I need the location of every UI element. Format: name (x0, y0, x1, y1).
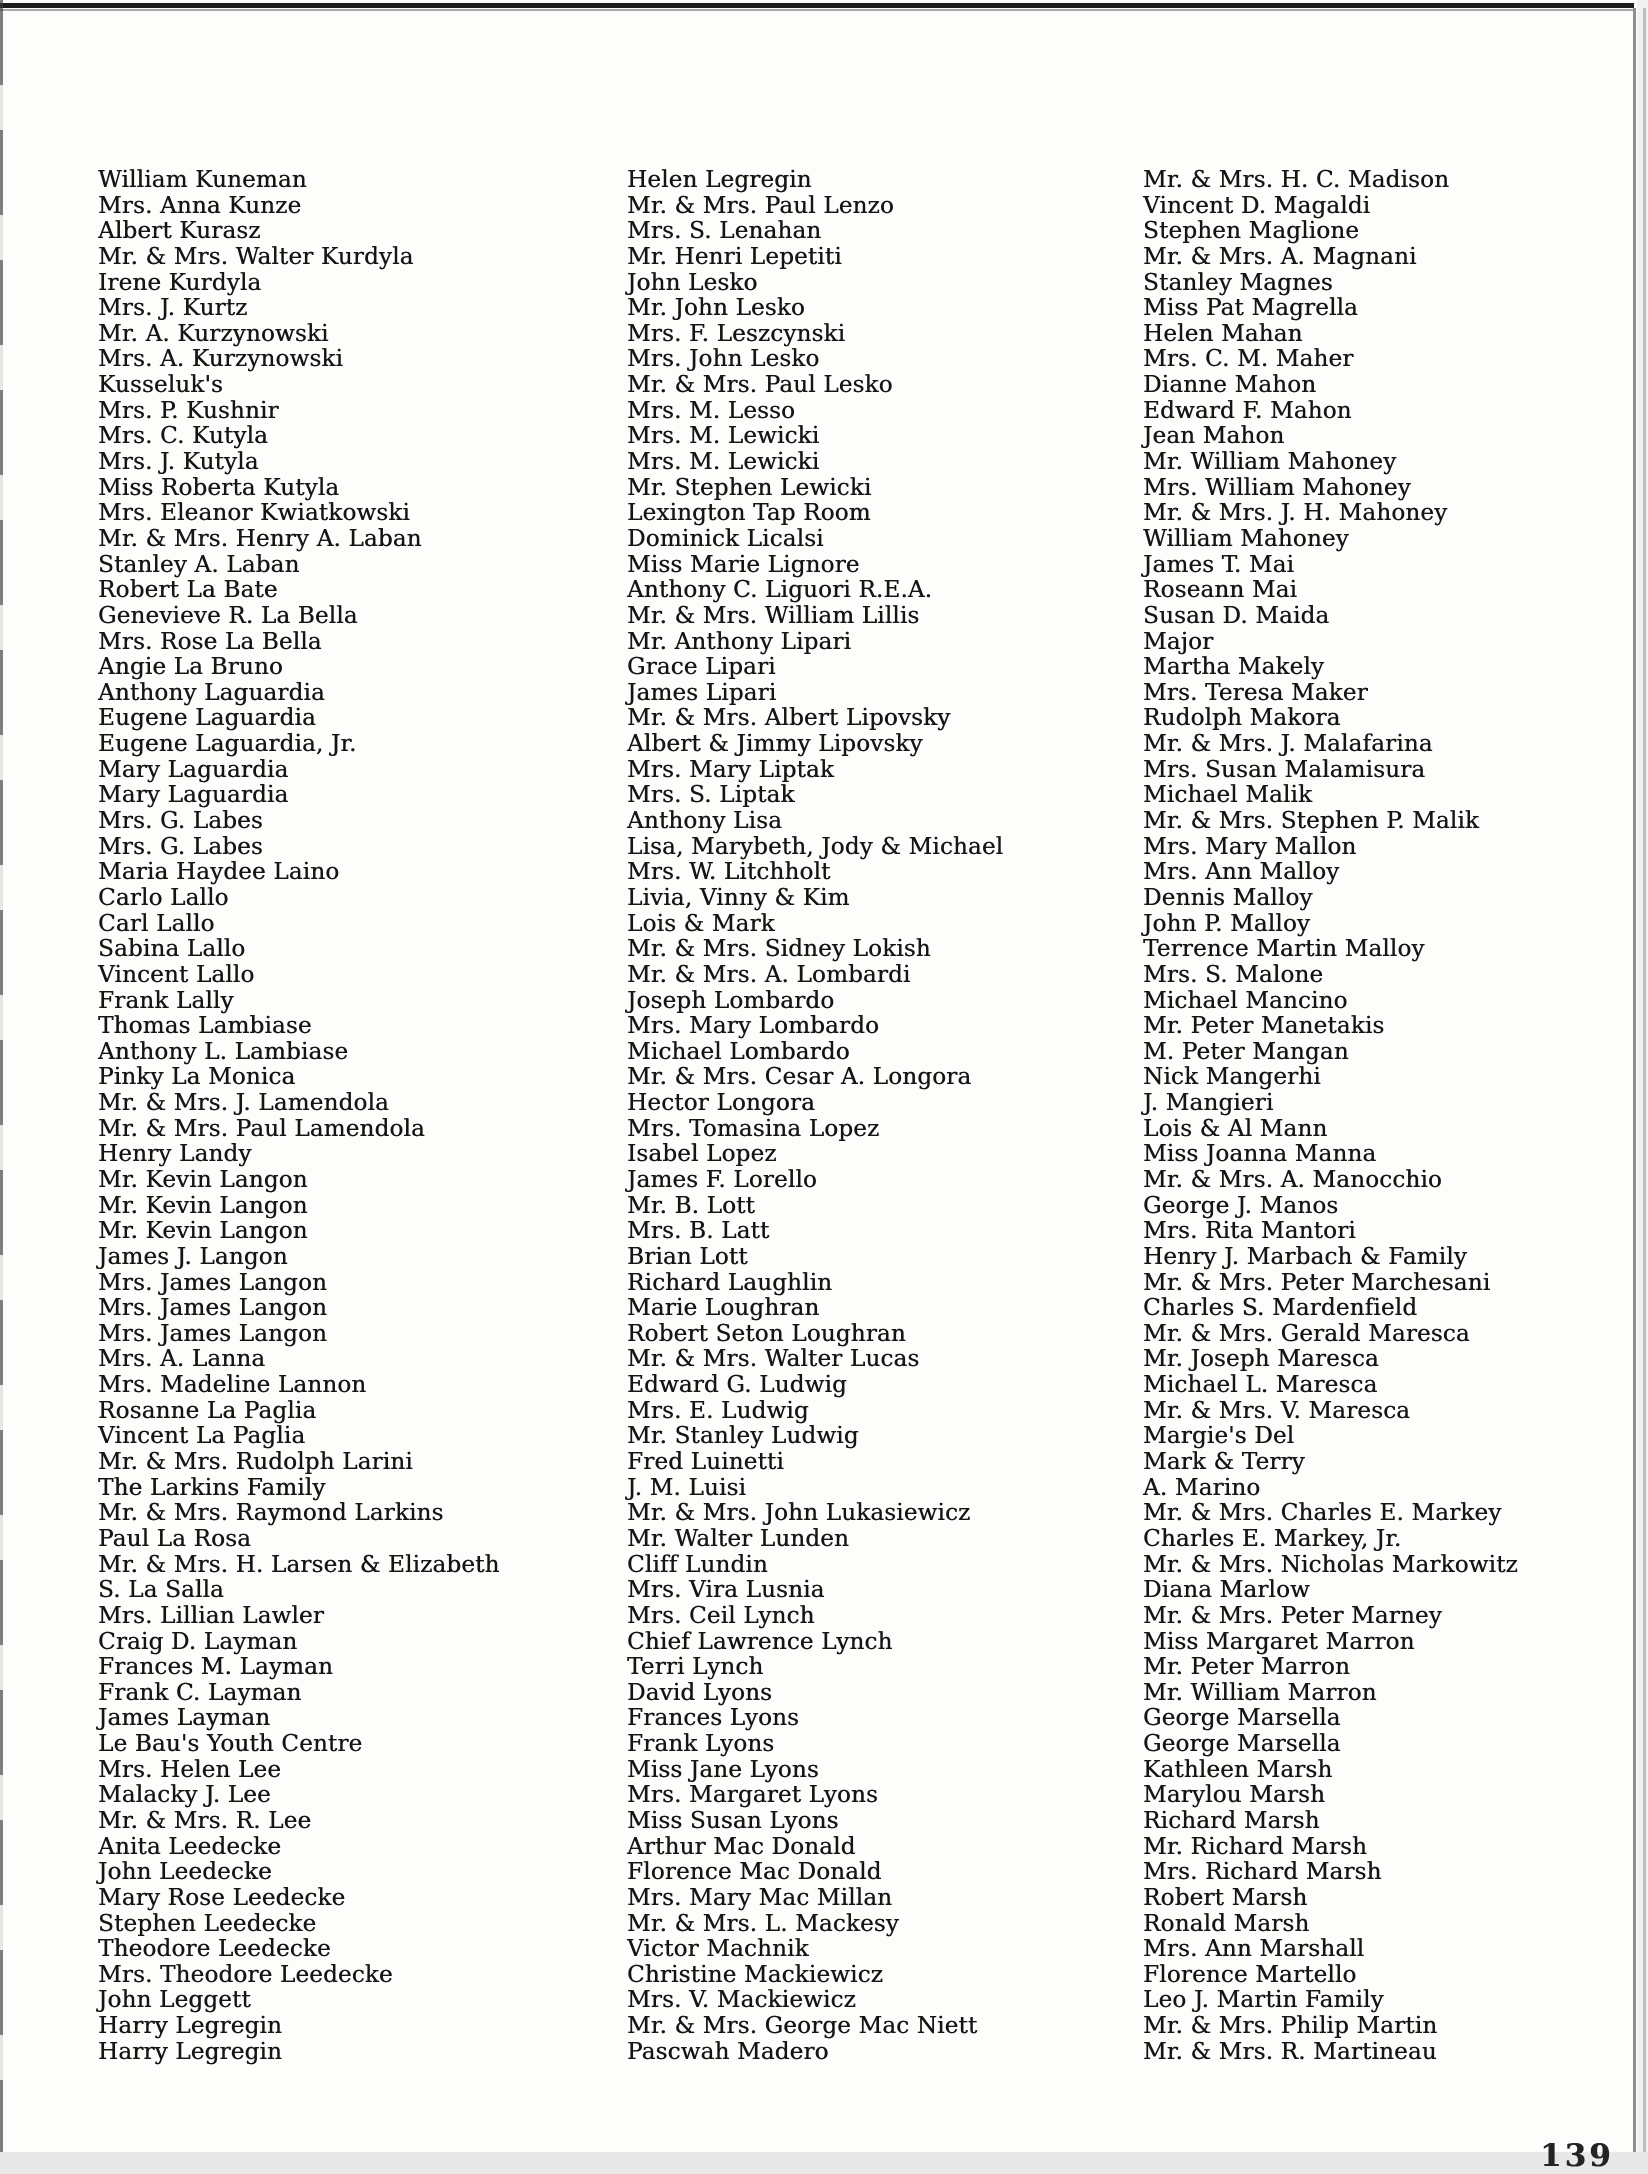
patron-name: William Kuneman (98, 167, 307, 193)
patron-name: Fred Luinetti (627, 1449, 784, 1476)
patron-name: Mr. & Mrs. Paul Lesko (627, 372, 893, 399)
patron-name: Irene Kurdyla (98, 269, 262, 296)
patron-name: Lexington Tap Room (627, 500, 871, 527)
patron-name: Mrs. Tomasina Lopez (627, 1115, 880, 1142)
patron-name: Helen Legregin (627, 167, 812, 193)
patron-name: Pascwah Madero (627, 2038, 829, 2065)
patron-name: Mrs. M. Lewicki (627, 423, 820, 450)
patron-name: Mr. & Mrs. H. Larsen & Elizabeth (98, 1551, 500, 1578)
patron-name: Henry Landy (98, 1141, 252, 1168)
patron-name: Mary Laguardia (98, 756, 289, 783)
patron-name: Miss Roberta Kutyla (98, 474, 340, 501)
patron-name: Mrs. Ceil Lynch (627, 1602, 815, 1629)
patron-name: Mrs. James Langon (98, 1320, 328, 1347)
patron-name: Mr. & Mrs. H. C. Madison (1143, 167, 1450, 193)
patron-name: Mrs. Richard Marsh (1143, 1859, 1382, 1886)
patron-name: Mark & Terry (1143, 1449, 1305, 1476)
patron-name: Le Bau's Youth Centre (98, 1731, 363, 1758)
patron-name: Mrs. W. Litchholt (627, 859, 831, 886)
patron-name: Mr. Kevin Langon (98, 1218, 308, 1245)
patron-name: Mrs. Teresa Maker (1143, 679, 1368, 706)
patron-name: Mrs. James Langon (98, 1295, 328, 1322)
patron-name: Mr. Walter Lunden (627, 1525, 849, 1552)
patron-name: Albert Kurasz (98, 218, 261, 245)
patron-name: Mrs. Madeline Lannon (98, 1372, 367, 1399)
patron-name: Michael Mancino (1143, 987, 1348, 1014)
top-border-rule-shadow (0, 9, 1634, 11)
patron-name: Anthony Laguardia (98, 679, 325, 706)
patron-name: Helen Mahan (1143, 320, 1303, 347)
patron-name: Mrs. B. Latt (627, 1218, 770, 1245)
patron-name: Miss Marie Lignore (627, 551, 860, 578)
patron-name: Terrence Martin Malloy (1143, 936, 1425, 963)
right-page-edge-line-outer (1643, 8, 1646, 2152)
patron-name: A. Marino (1143, 1474, 1261, 1501)
patron-name: Theodore Leedecke (98, 1936, 331, 1963)
patron-name: Lois & Al Mann (1143, 1115, 1328, 1142)
patron-name: Marie Loughran (627, 1295, 820, 1322)
patron-name: James F. Lorello (627, 1166, 817, 1193)
patron-name: Mr. & Mrs. Peter Marney (1143, 1602, 1442, 1629)
patron-name: S. La Salla (98, 1577, 224, 1604)
patron-name: Richard Laughlin (627, 1269, 833, 1296)
patron-name: Miss Jane Lyons (627, 1756, 819, 1783)
patron-name: Mrs. F. Leszcynski (627, 320, 846, 347)
patron-name: Dominick Licalsi (627, 525, 824, 552)
patron-name: Paul La Rosa (98, 1525, 252, 1552)
patron-name: Mr. William Marron (1143, 1679, 1377, 1706)
patron-name: Mrs. James Langon (98, 1269, 328, 1296)
patron-name: Mr. & Mrs. Henry A. Laban (98, 525, 422, 552)
patron-name: Mr. Joseph Maresca (1143, 1346, 1379, 1373)
patron-name: William Mahoney (1143, 525, 1349, 552)
patron-name: Isabel Lopez (627, 1141, 777, 1168)
patron-name: Mr. & Mrs. Gerald Maresca (1143, 1320, 1470, 1347)
patron-name: Mr. & Mrs. Rudolph Larini (98, 1449, 413, 1476)
patron-name: Mr. & Mrs. George Mac Niett (627, 2013, 978, 2040)
patron-name: Mrs. A. Kurzynowski (98, 346, 344, 373)
patron-name: Mr. Peter Manetakis (1143, 1013, 1385, 1040)
patron-name: Edward F. Mahon (1143, 397, 1352, 424)
patron-name: Mr. & Mrs. J. H. Mahoney (1143, 500, 1448, 527)
patron-name: Carlo Lallo (98, 884, 229, 911)
patron-name: Vincent D. Magaldi (1143, 192, 1371, 219)
patron-name: Diana Marlow (1143, 1577, 1310, 1604)
patron-name: Mr. & Mrs. Walter Lucas (627, 1346, 920, 1373)
patron-name: Henry J. Marbach & Family (1143, 1243, 1467, 1270)
patron-name: Mrs. C. M. Maher (1143, 346, 1354, 373)
patron-name: Mrs. E. Ludwig (627, 1397, 809, 1424)
patron-name: Mr. & Mrs. J. Malafarina (1143, 731, 1433, 758)
patron-name: Albert & Jimmy Lipovsky (627, 731, 923, 758)
page-number: 139 (1540, 2138, 1614, 2174)
patron-name: Mr. & Mrs. L. Mackesy (627, 1910, 899, 1937)
patron-name: Mr. & Mrs. Philip Martin (1143, 2013, 1438, 2040)
patron-name: Rudolph Makora (1143, 705, 1341, 732)
patron-name: Mr. Stanley Ludwig (627, 1423, 859, 1450)
patron-name: Mrs. Ann Malloy (1143, 859, 1340, 886)
patron-name: Mr. & Mrs. Peter Marchesani (1143, 1269, 1491, 1296)
patron-name: Anthony C. Liguori R.E.A. (627, 577, 933, 604)
patron-name: Pinky La Monica (98, 1064, 296, 1091)
patron-name: Dianne Mahon (1143, 372, 1317, 399)
patron-name: John Leedecke (98, 1859, 272, 1886)
patron-name: Mrs. Eleanor Kwiatkowski (98, 500, 410, 527)
patron-name: Mrs. G. Labes (98, 833, 263, 860)
patron-name: Vincent Lallo (98, 961, 255, 988)
patron-name: Mrs. J. Kurtz (98, 295, 248, 322)
patron-name: Mrs. J. Kutyla (98, 449, 259, 476)
patron-name: Frank C. Layman (98, 1679, 302, 1706)
patron-name: Angie La Bruno (98, 654, 283, 681)
patron-name: Mrs. Mary Mac Millan (627, 1884, 893, 1911)
patron-name: Mr. & Mrs. Nicholas Markowitz (1143, 1551, 1518, 1578)
patron-name: Hector Longora (627, 1090, 815, 1117)
patron-name: Lois & Mark (627, 910, 775, 937)
patron-name: Miss Margaret Marron (1143, 1628, 1415, 1655)
patron-name: George J. Manos (1143, 1192, 1339, 1219)
patron-name: Marylou Marsh (1143, 1782, 1326, 1809)
patron-name: George Marsella (1143, 1705, 1341, 1732)
patron-name: Mr. & Mrs. A. Manocchio (1143, 1166, 1442, 1193)
patron-name: Vincent La Paglia (98, 1423, 306, 1450)
patron-name: Mr. Peter Marron (1143, 1654, 1350, 1681)
patron-name: Mrs. V. Mackiewicz (627, 1987, 856, 2014)
patron-name: Mr. Stephen Lewicki (627, 474, 872, 501)
patron-name: Mrs. Lillian Lawler (98, 1602, 324, 1629)
patron-column-3 (1143, 168, 1518, 2065)
patron-name: Malacky J. Lee (98, 1782, 271, 1809)
patron-name: Mr. Henri Lepetiti (627, 243, 842, 270)
left-scan-edge (0, 0, 3, 2152)
patron-name: Mrs. Mary Lombardo (627, 1013, 880, 1040)
patron-name: Mr. & Mrs. William Lillis (627, 602, 920, 629)
patron-name: Mrs. Margaret Lyons (627, 1782, 878, 1809)
patron-name: Eugene Laguardia, Jr. (98, 731, 357, 758)
patron-name: Charles S. Mardenfield (1143, 1295, 1418, 1322)
patron-name: Mrs. Anna Kunze (98, 192, 302, 219)
patron-name: Mrs. S. Liptak (627, 782, 795, 809)
patron-name: Mary Laguardia (98, 782, 289, 809)
patron-column-1 (98, 168, 500, 2065)
patron-name: Frank Lally (98, 987, 234, 1014)
patron-name: Susan D. Maida (1143, 602, 1330, 629)
patron-name: Arthur Mac Donald (627, 1833, 856, 1860)
patron-name: Mr. & Mrs. Charles E. Markey (1143, 1500, 1502, 1527)
patron-name: John Lesko (627, 269, 758, 296)
patron-name: Mrs. M. Lesso (627, 397, 796, 424)
patron-name: Mrs. Rose La Bella (98, 628, 322, 655)
patron-name: Lisa, Marybeth, Jody & Michael (627, 833, 1004, 860)
patron-name: Carl Lallo (98, 910, 215, 937)
patron-name: Mr. Richard Marsh (1143, 1833, 1368, 1860)
patron-name: Mr. A. Kurzynowski (98, 320, 329, 347)
patron-name: Mr. Kevin Langon (98, 1192, 308, 1219)
patron-name: Mrs. William Mahoney (1143, 474, 1411, 501)
patron-name: Mrs. S. Lenahan (627, 218, 822, 245)
patron-name: Thomas Lambiase (98, 1013, 312, 1040)
patron-name: Stephen Maglione (1143, 218, 1360, 245)
patron-name: Michael L. Maresca (1143, 1372, 1378, 1399)
patron-name: Miss Joanna Manna (1143, 1141, 1377, 1168)
patron-name: Richard Marsh (1143, 1808, 1320, 1834)
patron-name: Roseann Mai (1143, 577, 1298, 604)
patron-name: Mrs. John Lesko (627, 346, 820, 373)
patron-name: Eugene Laguardia (98, 705, 316, 732)
patron-name: Leo J. Martin Family (1143, 1987, 1384, 2014)
patron-name: Mr. & Mrs. Cesar A. Longora (627, 1064, 972, 1091)
patron-name: Margie's Del (1143, 1423, 1295, 1450)
patron-name: Charles E. Markey, Jr. (1143, 1525, 1402, 1552)
patron-name: J. M. Luisi (627, 1474, 747, 1501)
patron-name: Mr. & Mrs. Albert Lipovsky (627, 705, 951, 732)
patron-name: Mr. Anthony Lipari (627, 628, 852, 655)
patron-name: Mr. B. Lott (627, 1192, 755, 1219)
patron-name: Mr. & Mrs. Paul Lamendola (98, 1115, 425, 1142)
patron-name: Mrs. C. Kutyla (98, 423, 268, 450)
patron-name: Kathleen Marsh (1143, 1756, 1333, 1783)
patron-name: M. Peter Mangan (1143, 1038, 1349, 1065)
patron-name: J. Mangieri (1143, 1090, 1274, 1117)
right-page-edge-line-inner (1633, 8, 1636, 2152)
patron-name: Craig D. Layman (98, 1628, 298, 1655)
patron-name: Mr. & Mrs. R. Lee (98, 1808, 312, 1834)
patron-name: Mr. & Mrs. J. Lamendola (98, 1090, 389, 1117)
patron-name: Joseph Lombardo (627, 987, 835, 1014)
patron-name: Robert Seton Loughran (627, 1320, 906, 1347)
patron-name: David Lyons (627, 1679, 773, 1706)
page-number-clip (1540, 2138, 1630, 2174)
patron-name: Florence Martello (1143, 1961, 1357, 1988)
patron-name: John P. Malloy (1143, 910, 1311, 937)
patron-name: Frances Lyons (627, 1705, 800, 1732)
patron-name: Major (1143, 628, 1214, 655)
patron-name: Ronald Marsh (1143, 1910, 1310, 1937)
patron-name: James Layman (98, 1705, 271, 1732)
patron-name: Mr. & Mrs. Paul Lenzo (627, 192, 894, 219)
patron-name: Mrs. Ann Marshall (1143, 1936, 1365, 1963)
patron-name: Mrs. Susan Malamisura (1143, 756, 1426, 783)
patron-name: Frank Lyons (627, 1731, 775, 1758)
patron-name: Stephen Leedecke (98, 1910, 317, 1937)
patron-name: Harry Legregin (98, 2013, 282, 2040)
patron-name: Anthony Lisa (627, 808, 782, 835)
patron-name: Mr. & Mrs. John Lukasiewicz (627, 1500, 971, 1527)
patron-name: Mary Rose Leedecke (98, 1884, 346, 1911)
patron-name: Mrs. M. Lewicki (627, 449, 820, 476)
patron-name: Grace Lipari (627, 654, 776, 681)
patron-name: Christine Mackiewicz (627, 1961, 883, 1988)
patron-name: Mr. & Mrs. V. Maresca (1143, 1397, 1411, 1424)
patron-name: Harry Legregin (98, 2038, 282, 2065)
patron-name: Mrs. Theodore Leedecke (98, 1961, 393, 1988)
patron-name: Robert Marsh (1143, 1884, 1308, 1911)
patron-name: Mr. William Mahoney (1143, 449, 1397, 476)
patron-name: Mr. & Mrs. A. Magnani (1143, 243, 1417, 270)
patron-name: Miss Susan Lyons (627, 1808, 839, 1834)
patron-name: Michael Malik (1143, 782, 1313, 809)
patron-name: The Larkins Family (98, 1474, 326, 1501)
patron-name: Jean Mahon (1143, 423, 1285, 450)
patron-column-2 (627, 168, 1003, 2065)
patron-name: George Marsella (1143, 1731, 1341, 1758)
patron-name: Sabina Lallo (98, 936, 246, 963)
patron-name: Mrs. P. Kushnir (98, 397, 279, 424)
patron-name: John Leggett (98, 1987, 251, 2014)
patron-name: James T. Mai (1143, 551, 1295, 578)
patron-name: Terri Lynch (627, 1654, 764, 1681)
patron-name: Maria Haydee Laino (98, 859, 340, 886)
patron-name: Anita Leedecke (98, 1833, 282, 1860)
patron-name: Kusseluk's (98, 372, 223, 399)
patron-name: Edward G. Ludwig (627, 1372, 847, 1399)
patron-name: Dennis Malloy (1143, 884, 1313, 911)
patron-name: Mrs. G. Labes (98, 808, 263, 835)
patron-name: Nick Mangerhi (1143, 1064, 1321, 1091)
patron-name: Mr. & Mrs. Walter Kurdyla (98, 243, 414, 270)
patron-name: Mr. & Mrs. Sidney Lokish (627, 936, 931, 963)
patron-name: Mr. & Mrs. R. Martineau (1143, 2038, 1437, 2065)
patron-name: Victor Machnik (627, 1936, 809, 1963)
patron-name: James Lipari (627, 679, 777, 706)
patron-name: Mrs. Mary Liptak (627, 756, 834, 783)
patron-name: Mr. Kevin Langon (98, 1166, 308, 1193)
patron-name: Martha Makely (1143, 654, 1325, 681)
patron-name: Mrs. A. Lanna (98, 1346, 266, 1373)
patron-name: Cliff Lundin (627, 1551, 768, 1578)
patron-name: Mrs. Rita Mantori (1143, 1218, 1356, 1245)
patron-name: Frances M. Layman (98, 1654, 333, 1681)
patron-name: Anthony L. Lambiase (98, 1038, 349, 1065)
patron-name: Miss Pat Magrella (1143, 295, 1358, 322)
patron-name: Mrs. Mary Mallon (1143, 833, 1357, 860)
patron-name: Mr. & Mrs. Stephen P. Malik (1143, 808, 1480, 835)
patron-name: Stanley A. Laban (98, 551, 300, 578)
patron-name: Genevieve R. La Bella (98, 602, 358, 629)
patron-name: Michael Lombardo (627, 1038, 850, 1065)
patron-name: Rosanne La Paglia (98, 1397, 317, 1424)
patron-name: Mr. & Mrs. Raymond Larkins (98, 1500, 444, 1527)
patron-name: James J. Langon (98, 1243, 288, 1270)
patron-name: Mrs. S. Malone (1143, 961, 1324, 988)
patron-name: Florence Mac Donald (627, 1859, 882, 1886)
patron-name: Mrs. Vira Lusnia (627, 1577, 825, 1604)
patron-name: Mrs. Helen Lee (98, 1756, 282, 1783)
patron-name: Chief Lawrence Lynch (627, 1628, 893, 1655)
top-border-rule (0, 3, 1634, 8)
patron-name: Robert La Bate (98, 577, 278, 604)
patron-name: Mr. & Mrs. A. Lombardi (627, 961, 911, 988)
patron-name: Brian Lott (627, 1243, 748, 1270)
patron-name: Livia, Vinny & Kim (627, 884, 850, 911)
patron-name: Mr. John Lesko (627, 295, 805, 322)
patron-name: Stanley Magnes (1143, 269, 1333, 296)
